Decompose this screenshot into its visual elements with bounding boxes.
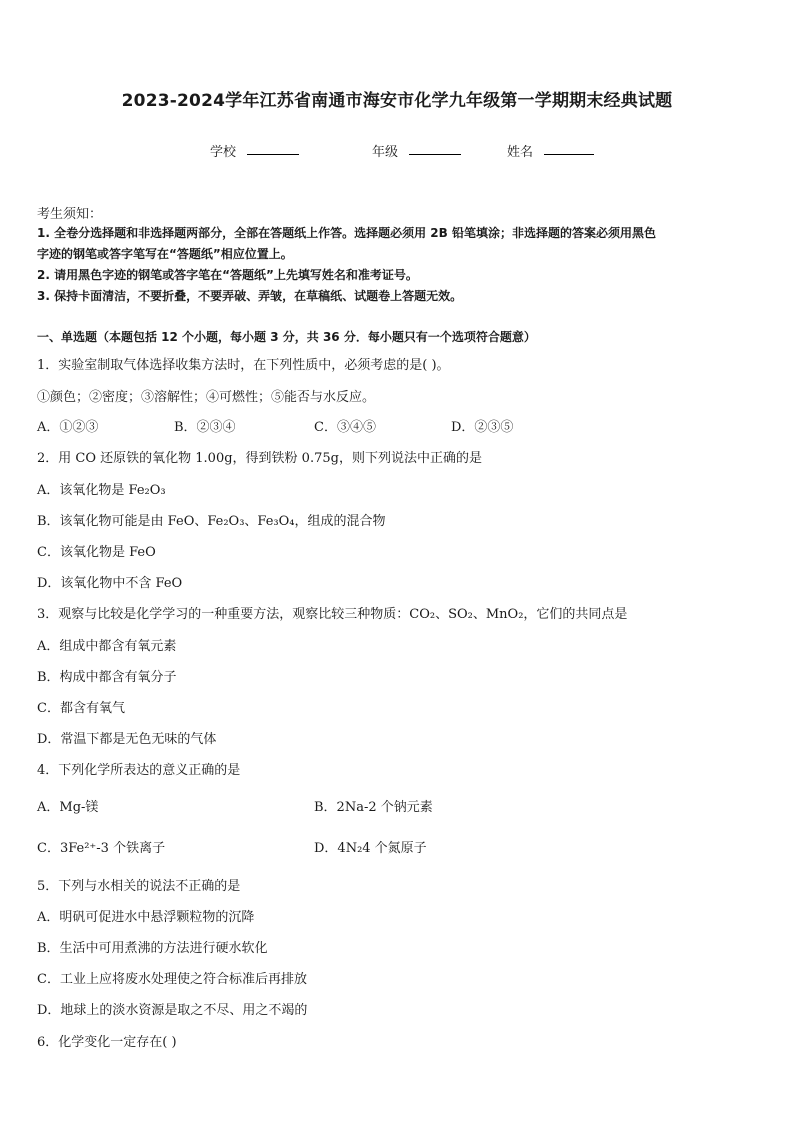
section-heading: 一、单选题（本题包括 12 个小题，每小题 3 分，共 36 分．每小题只有一个选项符合题意） bbox=[37, 330, 536, 344]
q2-option-b[interactable]: B．该氧化物可能是由 FeO、Fe₂O₃、Fe₃O₄，组成的混合物 bbox=[37, 514, 386, 529]
school-blank[interactable] bbox=[247, 141, 299, 155]
q4-option-a[interactable]: A．Mg-镁 bbox=[37, 800, 99, 815]
q1-items: ①颜色；②密度；③溶解性；④可燃性；⑤能否与水反应。 bbox=[37, 390, 376, 405]
q1-option-c[interactable]: C．③④⑤ bbox=[314, 420, 376, 435]
q1-option-b[interactable]: B．②③④ bbox=[174, 420, 236, 435]
q2-option-d[interactable]: D．该氧化物中不含 FeO bbox=[37, 576, 183, 591]
grade-blank[interactable] bbox=[409, 141, 461, 155]
q4-option-b[interactable]: B．2Na-2 个钠元素 bbox=[314, 800, 433, 815]
q1-stem: 1．实验室制取气体选择收集方法时，在下列性质中，必须考虑的是( )。 bbox=[37, 358, 450, 373]
q3-option-d[interactable]: D．常温下都是无色无味的气体 bbox=[37, 732, 217, 747]
q3-stem: 3．观察与比较是化学学习的一种重要方法，观察比较三种物质：CO₂、SO₂、MnO₂，它们的共同点是 bbox=[37, 607, 628, 622]
exam-title: 2023-2024学年江苏省南通市海安市化学九年级第一学期期末经典试题 bbox=[121, 91, 673, 111]
q3-option-c[interactable]: C．都含有氧气 bbox=[37, 701, 125, 716]
q5-option-c[interactable]: C．工业上应将废水处理使之符合标准后再排放 bbox=[37, 972, 307, 987]
name-label: 姓名 bbox=[507, 145, 534, 160]
q4-stem: 4．下列化学所表达的意义正确的是 bbox=[37, 763, 241, 778]
q2-option-a[interactable]: A．该氧化物是 Fe₂O₃ bbox=[37, 483, 166, 498]
notice-item-2: 2. 请用黑色字迹的钢笔或答字笔在“答题纸”上先填写姓名和准考证号。 bbox=[37, 268, 418, 282]
q5-option-a[interactable]: A．明矾可促进水中悬浮颗粒物的沉降 bbox=[37, 910, 255, 925]
notice-item-1a: 1. 全卷分选择题和非选择题两部分，全部在答题纸上作答。选择题必须用 2B 铅笔填涂；非选择题的答案必须用黑色 bbox=[37, 226, 656, 240]
grade-field bbox=[372, 141, 398, 160]
q4-option-d[interactable]: D．4N₂4 个氮原子 bbox=[314, 841, 427, 856]
q6-stem: 6．化学变化一定存在( ) bbox=[37, 1035, 177, 1050]
school-field bbox=[210, 141, 236, 160]
q3-option-b[interactable]: B．构成中都含有氧分子 bbox=[37, 670, 177, 685]
q2-option-c[interactable]: C．该氧化物是 FeO bbox=[37, 545, 156, 560]
q5-option-d[interactable]: D．地球上的淡水资源是取之不尽、用之不竭的 bbox=[37, 1003, 308, 1018]
notice-heading: 考生须知： bbox=[37, 207, 103, 222]
name-blank[interactable] bbox=[544, 141, 594, 155]
q5-stem: 5．下列与水相关的说法不正确的是 bbox=[37, 879, 241, 894]
name-field bbox=[507, 141, 533, 160]
grade-label: 年级 bbox=[372, 145, 399, 160]
q4-option-c[interactable]: C．3Fe²⁺-3 个铁离子 bbox=[37, 841, 166, 856]
q2-stem: 2．用 CO 还原铁的氧化物 1.00g，得到铁粉 0.75g，则下列说法中正确的是 bbox=[37, 451, 482, 466]
q5-option-b[interactable]: B．生活中可用煮沸的方法进行硬水软化 bbox=[37, 941, 268, 956]
q3-option-a[interactable]: A．组成中都含有氧元素 bbox=[37, 639, 177, 654]
q1-option-a[interactable]: A．①②③ bbox=[37, 420, 99, 435]
notice-item-3: 3. 保持卡面清洁，不要折叠，不要弄破、弄皱，在草稿纸、试题卷上答题无效。 bbox=[37, 289, 463, 303]
q1-option-d[interactable]: D．②③⑤ bbox=[451, 420, 514, 435]
school-label: 学校 bbox=[210, 145, 237, 160]
notice-item-1b: 字迹的钢笔或答字笔写在“答题纸”相应位置上。 bbox=[37, 247, 293, 261]
